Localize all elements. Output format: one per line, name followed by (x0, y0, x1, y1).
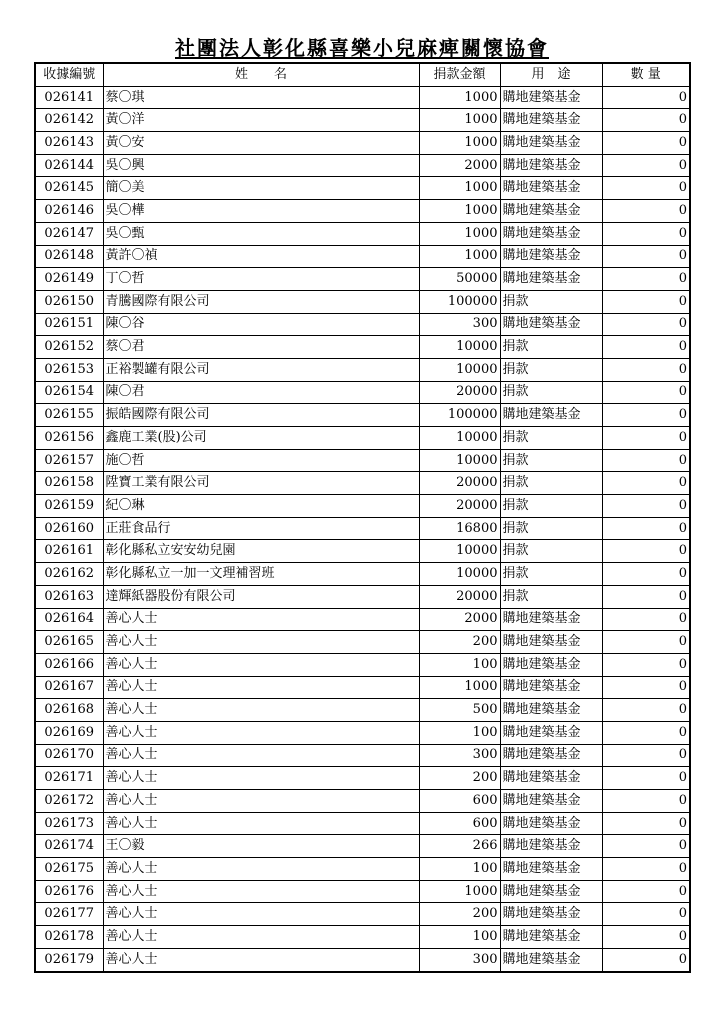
table-row (35, 358, 690, 381)
table-row (35, 540, 690, 563)
amount-cell: 266 (419, 835, 500, 858)
purpose-cell: 捐款 (500, 427, 602, 450)
purpose-cell: 購地建築基金 (500, 177, 602, 200)
amount-cell: 300 (419, 313, 500, 336)
amount-cell: 200 (419, 903, 500, 926)
receipt-no-cell: 026145 (35, 177, 103, 200)
purpose-cell: 購地建築基金 (500, 676, 602, 699)
purpose-cell: 捐款 (500, 495, 602, 518)
purpose-cell: 購地建築基金 (500, 721, 602, 744)
donor-name-cell: 正裕製罐有限公司 (103, 358, 419, 381)
table-row (35, 154, 690, 177)
amount-cell: 16800 (419, 517, 500, 540)
title-text: 社團法人彰化縣喜樂小兒麻痺關懷協會 (175, 36, 549, 60)
amount-cell: 2000 (419, 608, 500, 631)
table-row (35, 449, 690, 472)
receipt-no-cell: 026173 (35, 812, 103, 835)
receipt-no-cell: 026154 (35, 381, 103, 404)
donor-name-cell: 善心人士 (103, 790, 419, 813)
purpose-cell: 購地建築基金 (500, 880, 602, 903)
table-row (35, 177, 690, 200)
receipt-no-cell: 026177 (35, 903, 103, 926)
quantity-cell: 0 (602, 653, 690, 676)
purpose-cell: 捐款 (500, 358, 602, 381)
amount-cell: 200 (419, 631, 500, 654)
amount-cell: 1000 (419, 222, 500, 245)
receipt-no-cell: 026164 (35, 608, 103, 631)
receipt-no-cell: 026150 (35, 290, 103, 313)
donor-name-cell: 正莊食品行 (103, 517, 419, 540)
table-row (35, 608, 690, 631)
donor-name-cell: 善心人士 (103, 948, 419, 971)
table-row (35, 222, 690, 245)
receipt-no-cell: 026142 (35, 109, 103, 132)
purpose-cell: 購地建築基金 (500, 404, 602, 427)
amount-cell: 500 (419, 699, 500, 722)
amount-cell: 10000 (419, 427, 500, 450)
table-row (35, 336, 690, 359)
quantity-cell: 0 (602, 948, 690, 971)
amount-cell: 1000 (419, 86, 500, 109)
donor-name-cell: 善心人士 (103, 721, 419, 744)
receipt-no-cell: 026179 (35, 948, 103, 971)
donor-name-cell: 善心人士 (103, 631, 419, 654)
donor-name-cell: 陳〇谷 (103, 313, 419, 336)
donor-name-cell: 善心人士 (103, 767, 419, 790)
table-row (35, 767, 690, 790)
receipt-no-cell: 026160 (35, 517, 103, 540)
purpose-cell: 捐款 (500, 381, 602, 404)
quantity-cell: 0 (602, 154, 690, 177)
receipt-no-cell: 026156 (35, 427, 103, 450)
receipt-no-cell: 026167 (35, 676, 103, 699)
quantity-cell: 0 (602, 222, 690, 245)
receipt-no-cell: 026155 (35, 404, 103, 427)
quantity-cell: 0 (602, 858, 690, 881)
table-row (35, 132, 690, 155)
donor-name-cell: 青騰國際有限公司 (103, 290, 419, 313)
quantity-cell: 0 (602, 200, 690, 223)
donor-name-cell: 善心人士 (103, 812, 419, 835)
table-row (35, 268, 690, 291)
quantity-cell: 0 (602, 744, 690, 767)
header-name: 姓 名 (103, 63, 419, 86)
amount-cell: 300 (419, 948, 500, 971)
purpose-cell: 購地建築基金 (500, 653, 602, 676)
purpose-cell: 購地建築基金 (500, 222, 602, 245)
amount-cell: 200 (419, 767, 500, 790)
table-row (35, 381, 690, 404)
table-row (35, 404, 690, 427)
receipt-no-cell: 026147 (35, 222, 103, 245)
purpose-cell: 捐款 (500, 472, 602, 495)
header-purpose: 用 途 (500, 63, 602, 86)
purpose-cell: 購地建築基金 (500, 200, 602, 223)
purpose-cell: 捐款 (500, 517, 602, 540)
receipt-no-cell: 026163 (35, 585, 103, 608)
header-receipt-no: 收據編號 (35, 63, 103, 86)
donor-name-cell: 振皓國際有限公司 (103, 404, 419, 427)
amount-cell: 1000 (419, 676, 500, 699)
table-row (35, 245, 690, 268)
purpose-cell: 購地建築基金 (500, 812, 602, 835)
quantity-cell: 0 (602, 472, 690, 495)
receipt-no-cell: 026170 (35, 744, 103, 767)
purpose-cell: 捐款 (500, 336, 602, 359)
donor-name-cell: 施〇哲 (103, 449, 419, 472)
table-body (35, 86, 690, 971)
receipt-no-cell: 026174 (35, 835, 103, 858)
quantity-cell: 0 (602, 86, 690, 109)
table-row (35, 835, 690, 858)
table-row (35, 109, 690, 132)
quantity-cell: 0 (602, 177, 690, 200)
amount-cell: 20000 (419, 472, 500, 495)
receipt-no-cell: 026152 (35, 336, 103, 359)
receipt-no-cell: 026168 (35, 699, 103, 722)
donor-name-cell: 彰化縣私立安安幼兒園 (103, 540, 419, 563)
receipt-no-cell: 026169 (35, 721, 103, 744)
quantity-cell: 0 (602, 880, 690, 903)
purpose-cell: 購地建築基金 (500, 313, 602, 336)
donor-name-cell: 紀〇琳 (103, 495, 419, 518)
table-row (35, 563, 690, 586)
receipt-no-cell: 026166 (35, 653, 103, 676)
receipt-no-cell: 026151 (35, 313, 103, 336)
donor-name-cell: 善心人士 (103, 858, 419, 881)
purpose-cell: 購地建築基金 (500, 767, 602, 790)
amount-cell: 1000 (419, 200, 500, 223)
table-row (35, 699, 690, 722)
purpose-cell: 購地建築基金 (500, 268, 602, 291)
donor-name-cell: 王〇毅 (103, 835, 419, 858)
amount-cell: 100 (419, 721, 500, 744)
donor-name-cell: 善心人士 (103, 608, 419, 631)
donor-name-cell: 陳〇君 (103, 381, 419, 404)
donor-name-cell: 黃〇安 (103, 132, 419, 155)
table-row (35, 790, 690, 813)
quantity-cell: 0 (602, 404, 690, 427)
quantity-cell: 0 (602, 495, 690, 518)
donor-name-cell: 陞寶工業有限公司 (103, 472, 419, 495)
quantity-cell: 0 (602, 268, 690, 291)
quantity-cell: 0 (602, 812, 690, 835)
receipt-no-cell: 026143 (35, 132, 103, 155)
receipt-no-cell: 026165 (35, 631, 103, 654)
table-row (35, 858, 690, 881)
amount-cell: 1000 (419, 177, 500, 200)
quantity-cell: 0 (602, 699, 690, 722)
purpose-cell: 購地建築基金 (500, 699, 602, 722)
receipt-no-cell: 026161 (35, 540, 103, 563)
purpose-cell: 捐款 (500, 290, 602, 313)
quantity-cell: 0 (602, 245, 690, 268)
donor-name-cell: 黃許〇禎 (103, 245, 419, 268)
quantity-cell: 0 (602, 585, 690, 608)
table-row (35, 676, 690, 699)
purpose-cell: 購地建築基金 (500, 926, 602, 949)
table-row (35, 903, 690, 926)
amount-cell: 50000 (419, 268, 500, 291)
amount-cell: 10000 (419, 449, 500, 472)
donor-name-cell: 吳〇樺 (103, 200, 419, 223)
amount-cell: 600 (419, 812, 500, 835)
table-row (35, 948, 690, 971)
donor-name-cell: 吳〇甄 (103, 222, 419, 245)
purpose-cell: 捐款 (500, 540, 602, 563)
receipt-no-cell: 026178 (35, 926, 103, 949)
donor-name-cell: 彰化縣私立一加一文理補習班 (103, 563, 419, 586)
quantity-cell: 0 (602, 563, 690, 586)
table-row (35, 495, 690, 518)
purpose-cell: 捐款 (500, 563, 602, 586)
donor-name-cell: 善心人士 (103, 653, 419, 676)
purpose-cell: 購地建築基金 (500, 858, 602, 881)
donation-table (34, 62, 691, 973)
purpose-cell: 購地建築基金 (500, 835, 602, 858)
quantity-cell: 0 (602, 790, 690, 813)
table-row (35, 427, 690, 450)
purpose-cell: 購地建築基金 (500, 744, 602, 767)
amount-cell: 100 (419, 926, 500, 949)
donor-name-cell: 鑫鹿工業(股)公司 (103, 427, 419, 450)
table-row (35, 517, 690, 540)
quantity-cell: 0 (602, 517, 690, 540)
receipt-no-cell: 026172 (35, 790, 103, 813)
quantity-cell: 0 (602, 449, 690, 472)
quantity-cell: 0 (602, 427, 690, 450)
donor-name-cell: 達輝紙器股份有限公司 (103, 585, 419, 608)
amount-cell: 1000 (419, 880, 500, 903)
table-row (35, 86, 690, 109)
purpose-cell: 購地建築基金 (500, 86, 602, 109)
donor-name-cell: 簡〇美 (103, 177, 419, 200)
quantity-cell: 0 (602, 132, 690, 155)
donor-name-cell: 善心人士 (103, 744, 419, 767)
receipt-no-cell: 026171 (35, 767, 103, 790)
receipt-no-cell: 026146 (35, 200, 103, 223)
purpose-cell: 購地建築基金 (500, 948, 602, 971)
donor-name-cell: 善心人士 (103, 903, 419, 926)
quantity-cell: 0 (602, 767, 690, 790)
donor-name-cell: 蔡〇琪 (103, 86, 419, 109)
table-row (35, 200, 690, 223)
amount-cell: 2000 (419, 154, 500, 177)
table-row (35, 812, 690, 835)
receipt-no-cell: 026144 (35, 154, 103, 177)
amount-cell: 1000 (419, 132, 500, 155)
quantity-cell: 0 (602, 903, 690, 926)
donor-name-cell: 吳〇興 (103, 154, 419, 177)
receipt-no-cell: 026176 (35, 880, 103, 903)
table-row (35, 653, 690, 676)
receipt-no-cell: 026149 (35, 268, 103, 291)
amount-cell: 10000 (419, 540, 500, 563)
table-row (35, 880, 690, 903)
purpose-cell: 購地建築基金 (500, 608, 602, 631)
table-row (35, 721, 690, 744)
receipt-no-cell: 026175 (35, 858, 103, 881)
donor-name-cell: 黃〇洋 (103, 109, 419, 132)
table-row (35, 290, 690, 313)
receipt-no-cell: 026159 (35, 495, 103, 518)
quantity-cell: 0 (602, 290, 690, 313)
amount-cell: 10000 (419, 563, 500, 586)
quantity-cell: 0 (602, 631, 690, 654)
header-amount: 捐款金額 (419, 63, 500, 86)
table-row (35, 585, 690, 608)
quantity-cell: 0 (602, 336, 690, 359)
header-row (35, 63, 690, 86)
purpose-cell: 捐款 (500, 449, 602, 472)
purpose-cell: 購地建築基金 (500, 790, 602, 813)
amount-cell: 1000 (419, 245, 500, 268)
quantity-cell: 0 (602, 109, 690, 132)
amount-cell: 100000 (419, 290, 500, 313)
receipt-no-cell: 026158 (35, 472, 103, 495)
quantity-cell: 0 (602, 358, 690, 381)
amount-cell: 100000 (419, 404, 500, 427)
purpose-cell: 購地建築基金 (500, 132, 602, 155)
donor-name-cell: 蔡〇君 (103, 336, 419, 359)
table-row (35, 313, 690, 336)
donor-name-cell: 善心人士 (103, 676, 419, 699)
quantity-cell: 0 (602, 608, 690, 631)
purpose-cell: 購地建築基金 (500, 245, 602, 268)
amount-cell: 20000 (419, 381, 500, 404)
amount-cell: 20000 (419, 495, 500, 518)
receipt-no-cell: 026148 (35, 245, 103, 268)
amount-cell: 1000 (419, 109, 500, 132)
purpose-cell: 購地建築基金 (500, 903, 602, 926)
amount-cell: 100 (419, 653, 500, 676)
purpose-cell: 捐款 (500, 585, 602, 608)
amount-cell: 20000 (419, 585, 500, 608)
donor-name-cell: 善心人士 (103, 926, 419, 949)
amount-cell: 100 (419, 858, 500, 881)
quantity-cell: 0 (602, 676, 690, 699)
receipt-no-cell: 026157 (35, 449, 103, 472)
donor-name-cell: 善心人士 (103, 699, 419, 722)
table-row (35, 744, 690, 767)
amount-cell: 300 (419, 744, 500, 767)
receipt-no-cell: 026153 (35, 358, 103, 381)
receipt-no-cell: 026162 (35, 563, 103, 586)
table-row (35, 926, 690, 949)
purpose-cell: 購地建築基金 (500, 631, 602, 654)
amount-cell: 600 (419, 790, 500, 813)
amount-cell: 10000 (419, 336, 500, 359)
quantity-cell: 0 (602, 926, 690, 949)
document-title (0, 36, 724, 60)
donor-name-cell: 善心人士 (103, 880, 419, 903)
quantity-cell: 0 (602, 540, 690, 563)
donor-name-cell: 丁〇哲 (103, 268, 419, 291)
quantity-cell: 0 (602, 721, 690, 744)
header-quantity: 數 量 (602, 63, 690, 86)
receipt-no-cell: 026141 (35, 86, 103, 109)
quantity-cell: 0 (602, 835, 690, 858)
purpose-cell: 購地建築基金 (500, 109, 602, 132)
quantity-cell: 0 (602, 381, 690, 404)
table-row (35, 631, 690, 654)
amount-cell: 10000 (419, 358, 500, 381)
table-row (35, 472, 690, 495)
purpose-cell: 購地建築基金 (500, 154, 602, 177)
quantity-cell: 0 (602, 313, 690, 336)
